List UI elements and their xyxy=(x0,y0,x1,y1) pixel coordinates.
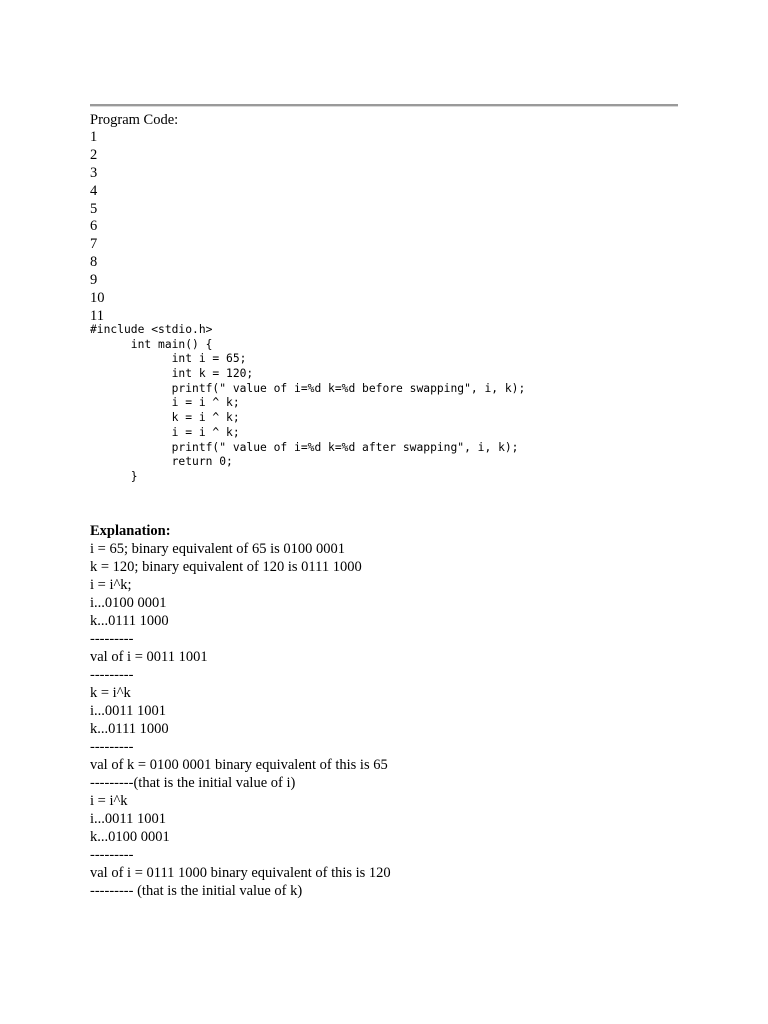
explanation-line: k...0111 1000 xyxy=(90,721,169,737)
explanation-line: i...0011 1001 xyxy=(90,703,166,719)
explanation-line: k...0111 1000 xyxy=(90,613,169,629)
explanation-line: k = 120; binary equivalent of 120 is 0111 1000 xyxy=(90,559,362,575)
line-number-list xyxy=(90,129,105,326)
explanation-line: i = i^k xyxy=(90,793,128,809)
program-code-heading: Program Code: xyxy=(90,112,179,128)
explanation-section xyxy=(90,522,391,900)
code-line: int k = 120; xyxy=(90,367,254,381)
explanation-line: val of i = 0011 1001 xyxy=(90,649,208,665)
code-line: #include <stdio.h> xyxy=(90,323,213,336)
line-number: 1 xyxy=(90,129,98,145)
horizontal-rule xyxy=(90,104,678,107)
explanation-line: val of i = 0111 1000 binary equivalent of this is 120 xyxy=(90,865,391,881)
explanation-line: --------- xyxy=(90,847,134,863)
code-line: int main() { xyxy=(90,337,213,351)
line-number: 7 xyxy=(90,236,98,253)
line-number: 8 xyxy=(90,254,98,271)
code-line: return 0; xyxy=(90,455,233,469)
code-line: printf(" value of i=%d k=%d after swapping", i, k); xyxy=(90,440,519,454)
explanation-line: i...0011 1001 xyxy=(90,811,166,827)
line-number: 11 xyxy=(90,307,104,324)
code-line: printf(" value of i=%d k=%d before swapping", i, k); xyxy=(90,381,526,395)
line-number: 6 xyxy=(90,218,98,235)
code-line: } xyxy=(90,469,138,483)
explanation-line: i = 65; binary equivalent of 65 is 0100 0001 xyxy=(90,541,346,557)
explanation-line: i = i^k; xyxy=(90,577,132,593)
code-line: k = i ^ k; xyxy=(90,411,240,425)
code-line: int i = 65; xyxy=(90,352,247,366)
line-number: 10 xyxy=(90,290,105,307)
explanation-line: k = i^k xyxy=(90,685,131,701)
explanation-line: k...0100 0001 xyxy=(90,829,170,845)
explanation-title: Explanation: xyxy=(90,523,171,539)
explanation-line: i...0100 0001 xyxy=(90,595,167,611)
explanation-line: --------- xyxy=(90,739,134,755)
line-number: 5 xyxy=(90,200,98,217)
explanation-line: --------- xyxy=(90,667,134,683)
explanation-line: val of k = 0100 0001 binary equivalent of this is 65 xyxy=(90,757,388,773)
code-line: i = i ^ k; xyxy=(90,396,240,410)
code-line: i = i ^ k; xyxy=(90,425,240,439)
line-number: 9 xyxy=(90,272,98,289)
code-block xyxy=(90,323,525,485)
line-number: 4 xyxy=(90,182,98,199)
explanation-line: --------- (that is the initial value of k) xyxy=(90,883,303,899)
explanation-line: ---------(that is the initial value of i) xyxy=(90,775,296,791)
explanation-line: --------- xyxy=(90,631,134,647)
line-number: 2 xyxy=(90,146,98,163)
line-number: 3 xyxy=(90,164,98,181)
